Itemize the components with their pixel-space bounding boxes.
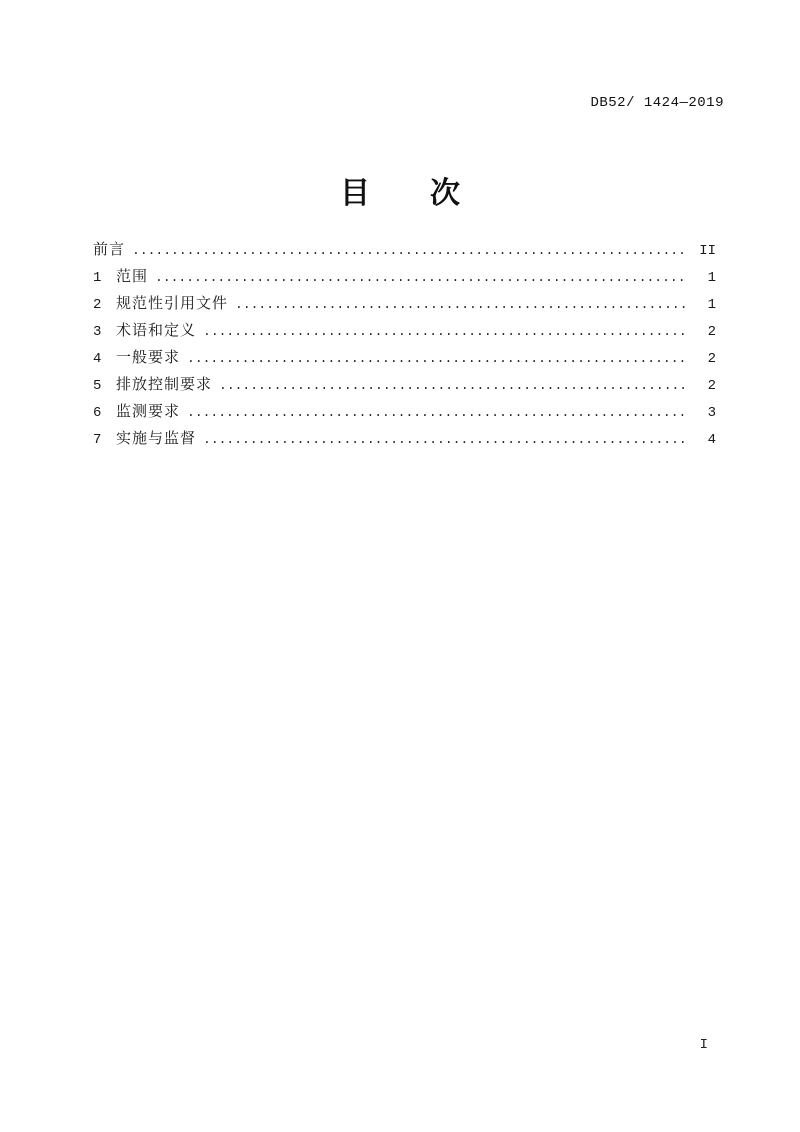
- dot-leader: [187, 399, 687, 426]
- toc-entry-number: 5: [93, 378, 102, 394]
- dot-leader: [187, 345, 687, 372]
- toc-entry-page-number: 2: [707, 324, 716, 340]
- toc-entry-label: 术语和定义: [116, 323, 197, 339]
- dot-leader: [155, 264, 687, 291]
- dot-leader: [219, 372, 687, 399]
- toc-entry-label: 监测要求: [116, 404, 181, 420]
- toc-entry-3[interactable]: [93, 318, 716, 345]
- dot-leader: [203, 318, 687, 345]
- dot-leader: [203, 426, 687, 453]
- toc-entry-foreword[interactable]: [93, 237, 716, 264]
- toc-entry-number: 7: [93, 432, 102, 448]
- table-of-contents: [93, 237, 716, 453]
- toc-entry-page-number: 4: [707, 432, 716, 448]
- toc-entry-4[interactable]: [93, 345, 716, 372]
- toc-entry-number: 1: [93, 270, 102, 286]
- toc-entry-number: 3: [93, 324, 102, 340]
- standard-number: DB52/ 1424—2019: [590, 95, 724, 111]
- toc-entry-page-number: II: [699, 243, 716, 259]
- toc-entry-page-number: 3: [707, 405, 716, 421]
- toc-entry-number: 6: [93, 405, 102, 421]
- toc-entry-6[interactable]: [93, 399, 716, 426]
- toc-entry-page-number: 1: [707, 270, 716, 286]
- toc-entry-1[interactable]: [93, 264, 716, 291]
- toc-entry-page-number: 2: [707, 351, 716, 367]
- toc-entry-2[interactable]: [93, 291, 716, 318]
- toc-entry-label: 实施与监督: [116, 431, 197, 447]
- toc-entry-label: 范围: [116, 269, 149, 285]
- dot-leader: [132, 237, 687, 264]
- toc-entry-5[interactable]: [93, 372, 716, 399]
- toc-entry-page-number: 1: [707, 297, 716, 313]
- toc-entry-number: 4: [93, 351, 102, 367]
- toc-entry-label: 前言: [93, 242, 126, 258]
- toc-entry-label: 规范性引用文件: [116, 296, 229, 312]
- toc-entry-number: 2: [93, 297, 102, 313]
- toc-entry-page-number: 2: [707, 378, 716, 394]
- toc-entry-label: 一般要求: [116, 350, 181, 366]
- page-title: 目 次: [340, 177, 460, 210]
- toc-entry-label: 排放控制要求: [116, 377, 213, 393]
- toc-entry-7[interactable]: [93, 426, 716, 453]
- dot-leader: [235, 291, 687, 318]
- footer-page-number: I: [699, 1037, 708, 1053]
